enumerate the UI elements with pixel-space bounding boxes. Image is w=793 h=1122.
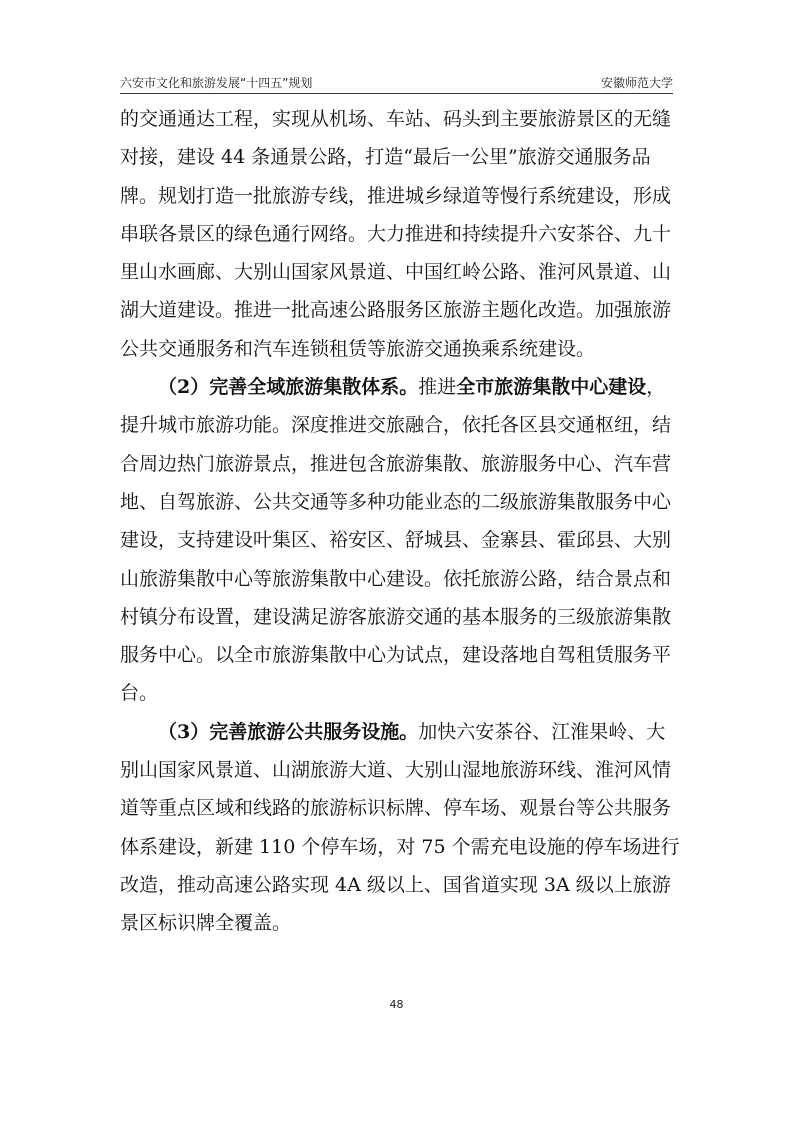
paragraph-text-prefix: 推进 bbox=[418, 376, 457, 399]
page-number: 48 bbox=[389, 998, 404, 1011]
paragraph-emphasis: 全市旅游集散中心建设 bbox=[456, 376, 647, 399]
paragraph-heading: （3）完善旅游公共服务设施。 bbox=[158, 720, 419, 743]
paragraph-transport bbox=[120, 100, 680, 368]
paragraph-text: 加快六安茶谷、江淮果岭、大别山国家风景道、山湖旅游大道、大别山湿地旅游环线、淮河风情道等重点区域和线路的旅游标识标牌、停车场、观景台等公共服务体系建设，新建 110 个停车场，对 75 个需充电设施的停车场进行改造，推动高速公路实现 4A 级以上、国省道实现 3A 级以上旅游景区标识牌全覆盖。 bbox=[120, 720, 680, 935]
paragraph-heading: （2）完善全域旅游集散体系。 bbox=[158, 376, 419, 399]
paragraph-distribution-system bbox=[120, 368, 680, 713]
document-body bbox=[120, 100, 680, 943]
paragraph-text: ，提升城市旅游功能。深度推进交旅融合，依托各区县交通枢纽，结合周边热门旅游景点，推进包含旅游集散、旅游服务中心、汽车营地、自驾旅游、公共交通等多种功能业态的二级旅游集散服务中心建设，支持建设叶集区、裕安区、舒城县、金寨县、霍邱县、大别山旅游集散中心等旅游集散中心建设。依托旅游公路，结合景点和村镇分布设置，建设满足游客旅游交通的基本服务的三级旅游集散服务中心。以全市旅游集散中心为试点，建设落地自驾租赁服务平台。 bbox=[120, 376, 672, 705]
header-institution: 安徽师范大学 bbox=[600, 76, 673, 90]
header-divider bbox=[120, 93, 673, 94]
paragraph-text: 的交通通达工程，实现从机场、车站、码头到主要旅游景区的无缝对接，建设 44 条通景公路，打造“最后一公里”旅游交通服务品牌。规划打造一批旅游专线，推进城乡绿道等慢行系统建设，形成串联各景区的绿色通行网络。大力推进和持续提升六安茶谷、九十里山水画廊、大别山国家风景道、中国红岭公路、淮河风景道、山湖大道建设。推进一批高速公路服务区旅游主题化改造。加强旅游公共交通服务和汽车连锁租赁等旅游交通换乘系统建设。 bbox=[120, 108, 672, 360]
page-header bbox=[120, 74, 673, 94]
header-document-title: 六安市文化和旅游发展“十四五”规划 bbox=[120, 76, 313, 90]
paragraph-public-services bbox=[120, 713, 680, 943]
